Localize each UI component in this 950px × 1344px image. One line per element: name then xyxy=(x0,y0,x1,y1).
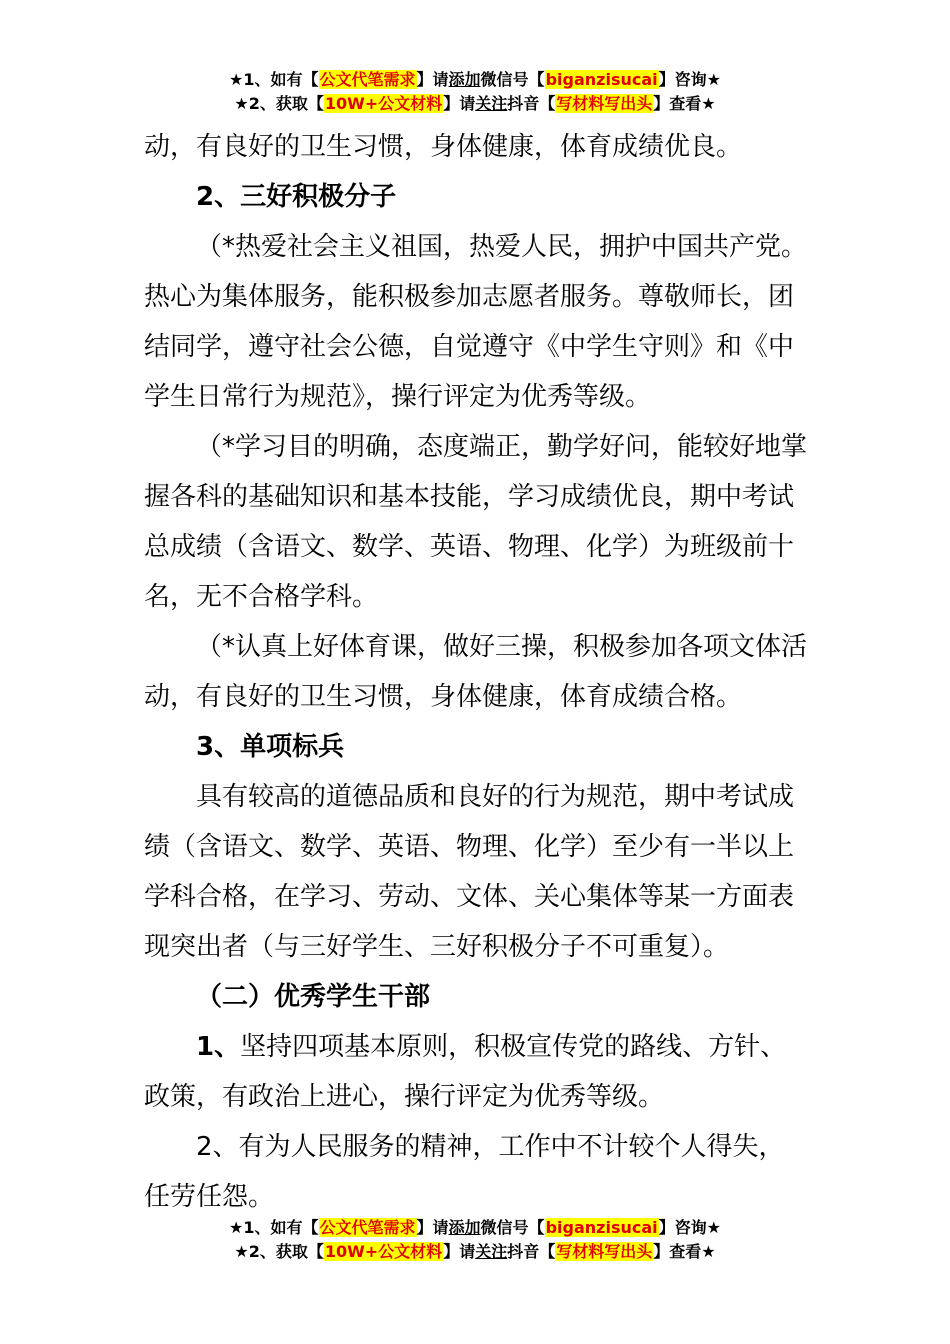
banner-highlight: 10W+公文材料 xyxy=(324,1242,443,1261)
paragraph: 具有较高的道德品质和良好的行为规范，期中考试成绩（含语文、数学、英语、物理、化学）至少有一半以上学科合格，在学习、劳动、文体、关心集体等某一方面表现突出者（与三好学生、三好积极分子不可重复）。 xyxy=(144,782,795,962)
top-banner xyxy=(0,68,950,116)
banner-highlight: 公文代笔需求 xyxy=(319,70,416,89)
banner-highlight: 10W+公文材料 xyxy=(324,94,443,113)
bottom-banner xyxy=(0,1216,950,1264)
banner-line-2: ★2、获取【10W+公文材料】请关注抖音【写材料写出头】查看★ xyxy=(234,1242,716,1261)
item-number: 1、 xyxy=(196,1032,241,1062)
section-heading: 2、三好积极分子 xyxy=(196,182,397,212)
banner-line-1: ★1、如有【公文代笔需求】请添加微信号【biganzisucai】咨询★ xyxy=(229,70,721,89)
section-heading: 3、单项标兵 xyxy=(196,732,345,762)
paragraph: 1、坚持四项基本原则，积极宣传党的路线、方针、政策，有政治上进心，操行评定为优秀等级。 xyxy=(144,1032,787,1112)
paragraph: 动，有良好的卫生习惯，身体健康，体育成绩优良。 xyxy=(144,132,743,162)
banner-wechat-id: biganzisucai xyxy=(545,70,658,89)
banner-douyin-id: 写材料写出头 xyxy=(556,1242,653,1261)
section-heading: （二）优秀学生干部 xyxy=(196,982,431,1012)
paragraph: 2、有为人民服务的精神，工作中不计较个人得失，任劳任怨。 xyxy=(144,1132,785,1212)
paragraph: （*学习目的明确，态度端正，勤学好问，能较好地掌握各科的基础知识和基本技能，学习成绩优良，期中考试总成绩（含语文、数学、英语、物理、化学）为班级前十名，无不合格学科。 xyxy=(144,432,808,612)
banner-highlight: 公文代笔需求 xyxy=(319,1218,416,1237)
document-body xyxy=(144,122,809,1222)
banner-douyin-id: 写材料写出头 xyxy=(556,94,653,113)
paragraph: （*热爱社会主义祖国，热爱人民，拥护中国共产党。热心为集体服务，能积极参加志愿者服务。尊敬师长，团结同学，遵守社会公德，自觉遵守《中学生守则》和《中学生日常行为规范》，操行评定为优秀等级。 xyxy=(144,232,808,412)
banner-line-2: ★2、获取【10W+公文材料】请关注抖音【写材料写出头】查看★ xyxy=(234,94,716,113)
banner-wechat-id: biganzisucai xyxy=(545,1218,658,1237)
banner-line-1: ★1、如有【公文代笔需求】请添加微信号【biganzisucai】咨询★ xyxy=(229,1218,721,1237)
paragraph: （*认真上好体育课，做好三操，积极参加各项文体活动，有良好的卫生习惯，身体健康，体育成绩合格。 xyxy=(144,632,808,712)
